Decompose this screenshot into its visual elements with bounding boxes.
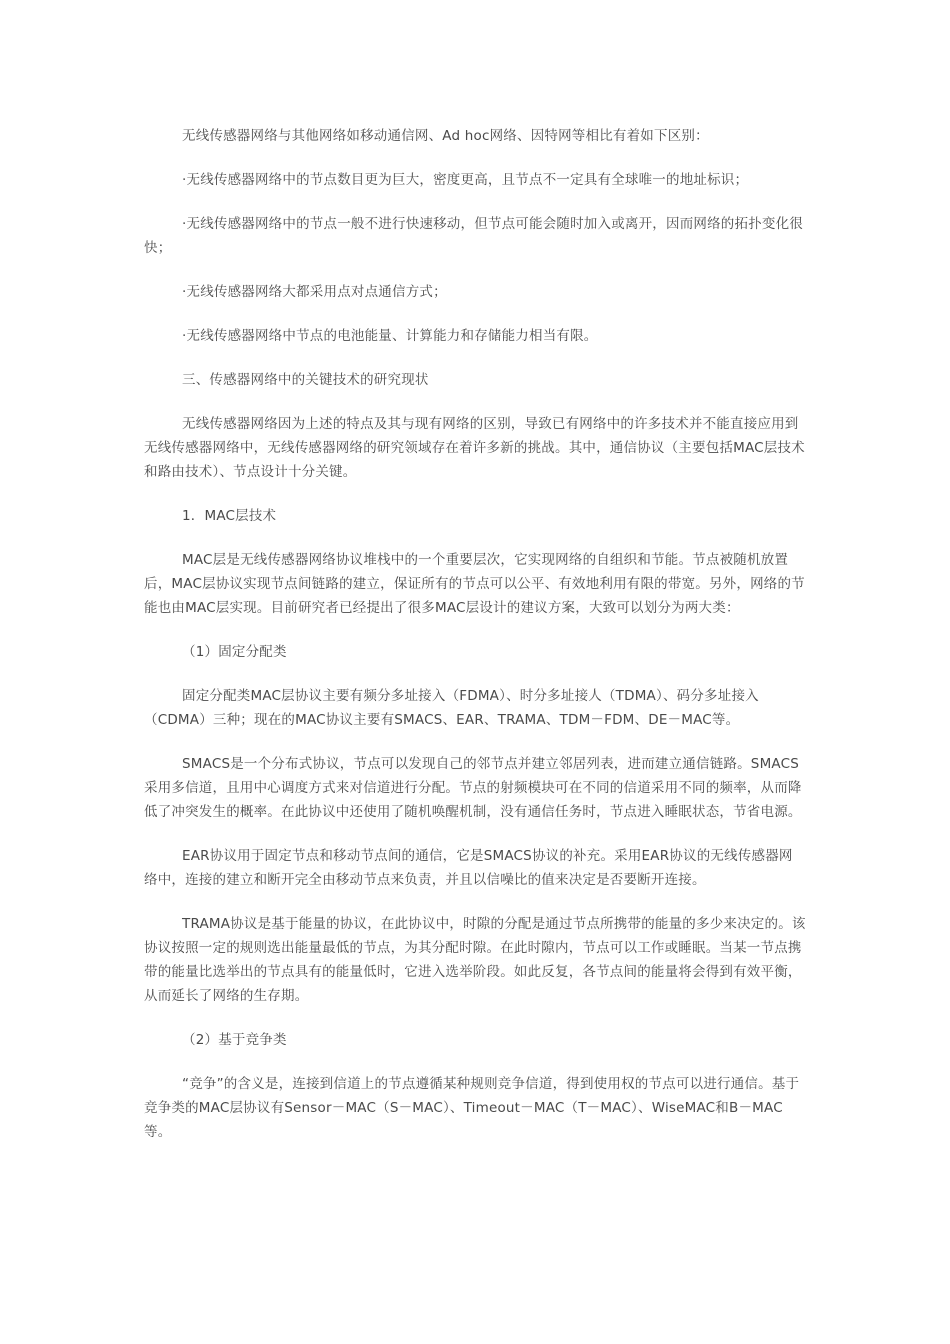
subsection-heading-mac: 1．MAC层技术 [182, 508, 277, 524]
document-body [144, 124, 806, 1164]
paragraph-trama: TRAMA协议是基于能量的协议，在此协议中，时隙的分配是通过节点所携带的能量的多少来决定的。该协议按照一定的规则选出能量最低的节点，为其分配时隙。在此时隙内，节点可以工作或睡眠。当某一节点携带的能量比选举出的节点具有的能量低时，它进入选举阶段。如此反复，各节点间的能量将会得到有效平衡，从而延长了网络的生存期。 [144, 916, 806, 1004]
subheading-contention: （2）基于竞争类 [182, 1032, 287, 1048]
paragraph-challenges: 无线传感器网络因为上述的特点及其与现有网络的区别，导致已有网络中的许多技术并不能直接应用到无线传感器网络中，无线传感器网络的研究领域存在着许多新的挑战。其中，通信协议（主要包括MAC层技术和路由技术）、节点设计十分关键。 [144, 416, 805, 480]
bullet-topology: ·无线传感器网络中的节点一般不进行快速移动，但节点可能会随时加入或离开，因而网络的拓扑变化很快； [144, 216, 803, 256]
bullet-node-count: ·无线传感器网络中的节点数目更为巨大，密度更高，且节点不一定具有全球唯一的地址标识； [182, 172, 749, 188]
paragraph-mac-overview: MAC层是无线传感器网络协议堆栈中的一个重要层次，它实现网络的自组织和节能。节点被随机放置后，MAC层协议实现节点间链路的建立，保证所有的节点可以公平、有效地利用有限的带宽。另外，网络的节能也由MAC层实现。目前研究者已经提出了很多MAC层设计的建议方案，大致可以划分为两大类： [144, 552, 805, 616]
subheading-fixed-allocation: （1）固定分配类 [182, 644, 287, 660]
paragraph-intro: 无线传感器网络与其他网络如移动通信网、Ad hoc网络、因特网等相比有着如下区别： [182, 128, 709, 144]
paragraph-fixed-allocation: 固定分配类MAC层协议主要有频分多址接入（FDMA）、时分多址接人（TDMA）、码分多址接入（CDMA）三种；现在的MAC协议主要有SMACS、EAR、TRAMA、TDM－FDM、DE－MAC等。 [144, 688, 759, 728]
bullet-node-resources: ·无线传感器网络中节点的电池能量、计算能力和存储能力相当有限。 [182, 328, 598, 344]
bullet-communication: ·无线传感器网络大都采用点对点通信方式； [182, 284, 447, 300]
section-heading-key-technologies: 三、传感器网络中的关键技术的研究现状 [182, 372, 429, 388]
paragraph-contention: “竞争”的含义是，连接到信道上的节点遵循某种规则竞争信道，得到使用权的节点可以进行通信。基于竞争类的MAC层协议有Sensor－MAC（S－MAC）、Timeout－MAC（T－MAC）、WiseMAC和B－MAC等。 [144, 1076, 800, 1140]
paragraph-ear: EAR协议用于固定节点和移动节点间的通信，它是SMACS协议的补充。采用EAR协议的无线传感器网络中，连接的建立和断开完全由移动节点来负责，并且以信噪比的值来决定是否要断开连接。 [144, 848, 793, 888]
paragraph-smacs: SMACS是一个分布式协议，节点可以发现自己的邻节点并建立邻居列表，进而建立通信链路。SMACS采用多信道，且用中心调度方式来对信道进行分配。节点的射频模块可在不同的信道采用不同的频率，从而降低了冲突发生的概率。在此协议中还使用了随机唤醒机制，没有通信任务时，节点进入睡眠状态，节省电源。 [144, 756, 802, 820]
